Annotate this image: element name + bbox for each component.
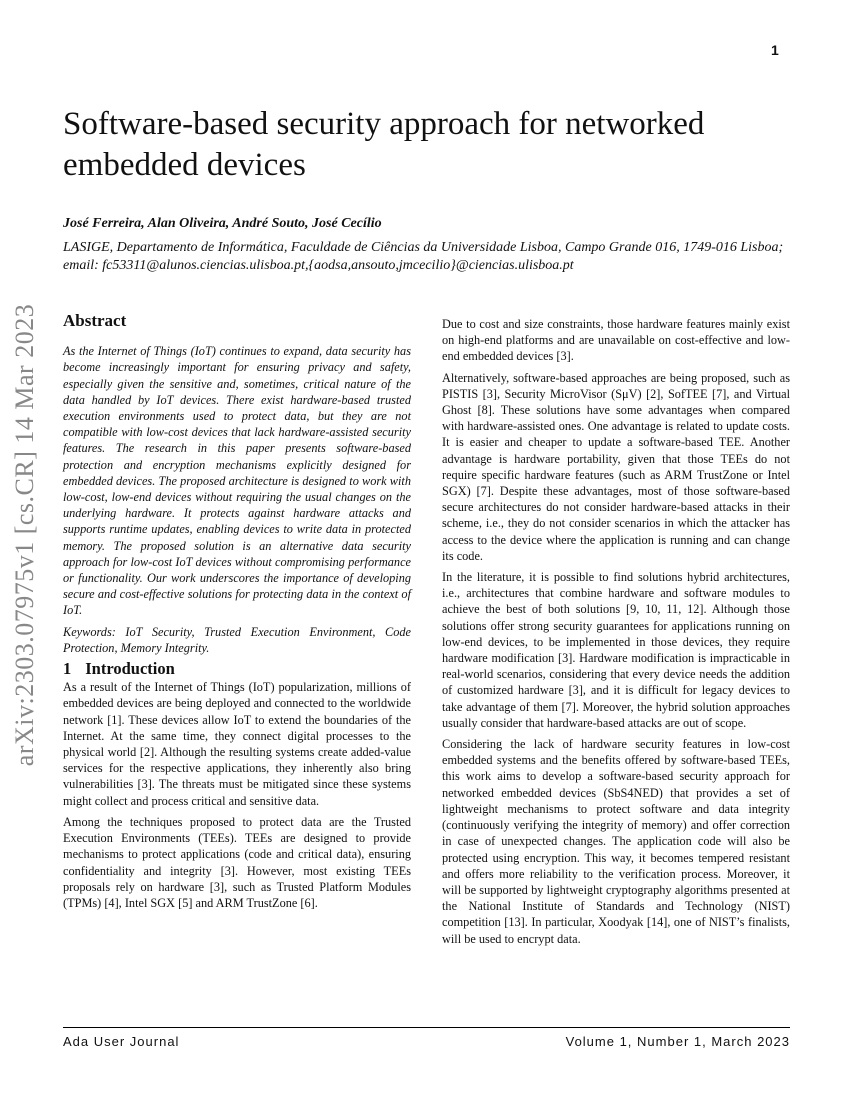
page-number: 1 <box>771 42 779 58</box>
footer-divider <box>63 1027 790 1028</box>
paragraph: Alternatively, software-based approaches are being proposed, such as PISTIS [3], Security MicroVisor (SμV) [2], SofTEE [7], and Virtual Ghost [8]. These solutions have some advantages when compared with hardware-assisted ones. One advantage is related to update costs. It is easier and cheaper to update a software-based TEE. Another advantage is hardware portability, given that those TEEs do not require specific hardware features (such as ARM TrustZone or Intel SGX) [7]. Despite these advantages, most of those software-based secure architectures do not consider hardware-based attacks in their scheme, i.e., they do not consider scenarios in which the attacker has access to the device where the application is running and can change its code. <box>442 370 790 563</box>
affiliation: LASIGE, Departamento de Informática, Faculdade de Ciências da Universidade Lisboa, Campo Grande 016, 1749-016 Lisboa; email: fc53311@alunos.ciencias.ulisboa.pt,{aodsa,ansouto,jmcecilio}@ciencias.ulisboa.pt <box>63 240 784 273</box>
author-list: José Ferreira, Alan Oliveira, André Souto, José Cecílio <box>63 216 382 231</box>
section-number: 1 <box>63 659 72 679</box>
section-heading-introduction <box>63 661 411 677</box>
paragraph: Among the techniques proposed to protect data are the Trusted Execution Environments (TEEs). TEEs are designed to provide mechanisms to protect applications (code and critical data), ensuring confidentiality and integrity [3]. However, most existing TEEs proposals rely on hardware [3], such as Trusted Platform Modules (TPMs) [4], Intel SGX [5] and ARM TrustZone [6]. <box>63 814 411 910</box>
keywords: Keywords: IoT Security, Trusted Execution Environment, Code Protection, Memory Integrity. <box>63 624 411 655</box>
journal-name: Ada User Journal <box>63 1034 180 1049</box>
abstract-text: As the Internet of Things (IoT) continues to expand, data security has become increasingly important for ensuring privacy and safety, especially given the sensitive and, sometimes, critical nature of the data handled by IoT devices. There exist hardware-based trusted execution environments used to protect data, but they are not compatible with low-cost devices that lack hardware-assisted security features. The research in this paper presents software-based protection and encryption mechanisms explicitly designed for embedded devices. The proposed architecture is designed to work with low-cost, low-end devices without requiring the usual changes on the underlying hardware. It protects against hardware attacks and supports runtime updates, enabling devices to write data in protected memory. The proposed solution is an alternative data security approach for low-cost IoT devices without compromising performance or functionality. Our work underscores the importance of developing secure and cost-effective solutions for protecting data in the context of IoT. <box>63 344 411 618</box>
paragraph: Considering the lack of hardware security features in low-cost embedded systems and the benefits offered by software-based TEEs, this work aims to develop a software-based security approach for networked embedded devices (SbS4NED) that provides a set of lightweight mechanisms to protect software and data integrity (continuously verifying the integrity of memory) and offer correction in case of unexpected changes. The application code will also be protected using encryption. This way, it becomes tempered resistant and offers more reliability to the verification process. Moreover, it will be supported by lightweight cryptography algorithms presented at the National Institute of Standards and Technology (NIST) competition [13]. In particular, Xoodyak [14], one of NIST’s finalists, will be used to encrypt data. <box>442 737 790 946</box>
left-column <box>63 313 411 916</box>
paragraph: Due to cost and size constraints, those hardware features mainly exist on high-end platforms and are unavailable on cost-effective and low-end embedded devices [3]. <box>442 317 790 364</box>
arxiv-id: arXiv:2303.07975v1 [cs.CR] 14 Mar 2023 <box>10 303 39 767</box>
section-title: Introduction <box>85 659 175 679</box>
right-column <box>442 316 790 952</box>
paragraph: As a result of the Internet of Things (IoT) popularization, millions of embedded devices are being deployed and connected to the worldwide network [1]. These devices allow IoT to extend the boundaries of the Internet. At the same time, they connect digital processes to the physical world [2]. Although the resulting systems create added-value services for the respective applications, they inherently also bring vulnerabilities [3]. The threats must be mitigated since these systems might collect and process critical and sensitive data. <box>63 680 411 808</box>
arxiv-stamp <box>5 300 45 770</box>
paper-title: Software-based security approach for networked embedded devices <box>63 106 705 183</box>
paragraph: In the literature, it is possible to find solutions hybrid architectures, i.e., architectures that combine hardware and software modules to achieve the best of both solutions [9, 10, 11, 12]. Although those solutions offer strong security guarantees for applications running on low-end devices, to be implemented in those devices, they require hardware modification [3]. Hardware modification is impracticable in real-world scenarios, considering that every device needs the addition of customized hardware [3], and it is difficult for legacy devices to take advantage of them [7]. Moreover, the hybrid solution approaches usually consider that hardware-based attacks are out of scope. <box>442 570 790 730</box>
journal-issue: Volume 1, Number 1, March 2023 <box>565 1034 790 1049</box>
abstract-heading: Abstract <box>63 311 127 330</box>
